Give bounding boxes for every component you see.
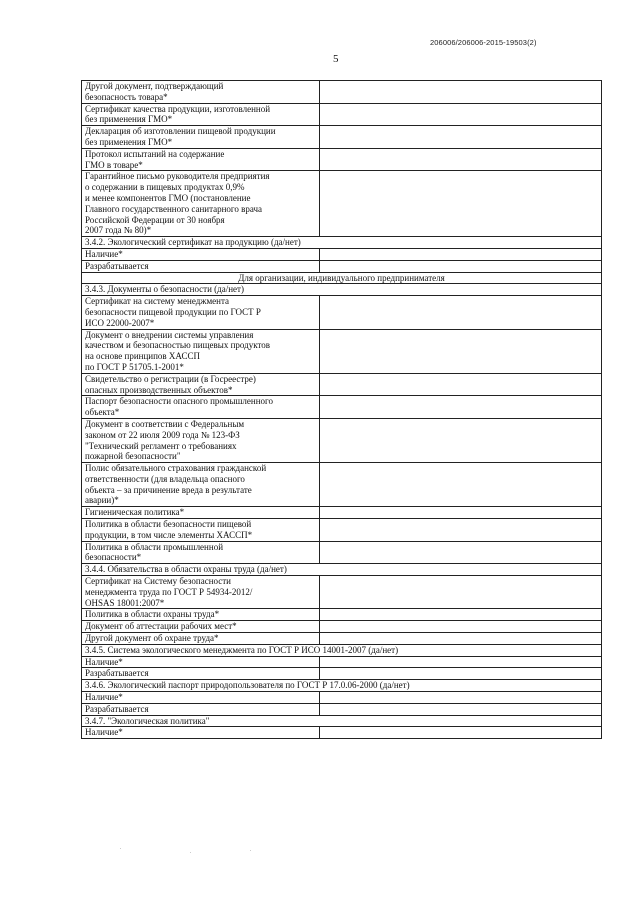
row-label: Сертификат качества продукции, изготовленной без применения ГМО* bbox=[82, 103, 320, 126]
table-row bbox=[82, 668, 602, 680]
row-label: Разрабатывается bbox=[82, 260, 320, 272]
row-answer-cell[interactable] bbox=[320, 81, 602, 104]
row-answer-cell[interactable] bbox=[320, 668, 602, 680]
row-label: Документ о внедрении системы управления качеством и безопасностью пищевых продуктов на основе принципов ХАССП по ГОСТ Р 51705.1-2001* bbox=[82, 329, 320, 373]
row-answer-cell[interactable] bbox=[320, 703, 602, 715]
row-label: Политика в области промышленной безопасности* bbox=[82, 541, 320, 564]
table-row bbox=[82, 541, 602, 564]
row-label: Разрабатывается bbox=[82, 668, 320, 680]
subheading-row-label: Для организации, индивидуального предпринимателя bbox=[82, 272, 602, 284]
row-answer-cell[interactable] bbox=[320, 541, 602, 564]
row-label: Документ в соответствии с Федеральным законом от 22 июля 2009 года № 123-ФЗ "Технический регламент о требованиях пожарной безопасности" bbox=[82, 418, 320, 462]
row-answer-cell[interactable] bbox=[320, 148, 602, 171]
row-label: Наличие* bbox=[82, 656, 320, 668]
row-answer-cell[interactable] bbox=[320, 609, 602, 621]
scan-speck bbox=[190, 852, 191, 853]
row-label: Политика в области безопасности пищевой продукции, в том числе элементы ХАССП* bbox=[82, 519, 320, 542]
table-row bbox=[82, 373, 602, 396]
row-label: Декларация об изготовлении пищевой продукции без применения ГМО* bbox=[82, 126, 320, 149]
table-row bbox=[82, 329, 602, 373]
section-heading: 3.4.6. Экологический паспорт природопользователя по ГОСТ Р 17.0.06-2000 (да/нет) bbox=[82, 680, 602, 692]
table-row bbox=[82, 609, 602, 621]
row-answer-cell[interactable] bbox=[320, 692, 602, 704]
row-answer-cell[interactable] bbox=[320, 396, 602, 419]
row-answer-cell[interactable] bbox=[320, 633, 602, 645]
table-row bbox=[82, 284, 602, 296]
row-label: Паспорт безопасности опасного промышленного объекта* bbox=[82, 396, 320, 419]
table-row bbox=[82, 656, 602, 668]
row-label: Другой документ об охране труда* bbox=[82, 633, 320, 645]
table-row bbox=[82, 715, 602, 727]
table-row bbox=[82, 418, 602, 462]
table-row bbox=[82, 237, 602, 249]
table-row bbox=[82, 564, 602, 576]
row-answer-cell[interactable] bbox=[320, 519, 602, 542]
row-answer-cell[interactable] bbox=[320, 656, 602, 668]
table-row bbox=[82, 692, 602, 704]
table-row bbox=[82, 248, 602, 260]
row-answer-cell[interactable] bbox=[320, 373, 602, 396]
table-row bbox=[82, 727, 602, 739]
row-answer-cell[interactable] bbox=[320, 329, 602, 373]
table-row bbox=[82, 519, 602, 542]
row-answer-cell[interactable] bbox=[320, 248, 602, 260]
row-label: Сертификат на Систему безопасности менеджмента труда по ГОСТ Р 54934-2012/ OHSAS 18001:2007* bbox=[82, 576, 320, 609]
table-row bbox=[82, 703, 602, 715]
row-answer-cell[interactable] bbox=[320, 260, 602, 272]
row-answer-cell[interactable] bbox=[320, 296, 602, 329]
table-row bbox=[82, 126, 602, 149]
table-row bbox=[82, 272, 602, 284]
row-answer-cell[interactable] bbox=[320, 576, 602, 609]
row-answer-cell[interactable] bbox=[320, 727, 602, 739]
scan-speck bbox=[250, 850, 251, 851]
table-row bbox=[82, 621, 602, 633]
row-label: Разрабатывается bbox=[82, 703, 320, 715]
row-answer-cell[interactable] bbox=[320, 463, 602, 507]
row-label: Полис обязательного страхования гражданской ответственности (для владельца опасного объекта – за причинение вреда в результате аварии)* bbox=[82, 463, 320, 507]
table-row bbox=[82, 171, 602, 237]
row-answer-cell[interactable] bbox=[320, 171, 602, 237]
table-row bbox=[82, 576, 602, 609]
table-row bbox=[82, 81, 602, 104]
row-label: Свидетельство о регистрации (в Госреестре) опасных производственных объектов* bbox=[82, 373, 320, 396]
table-row bbox=[82, 396, 602, 419]
row-answer-cell[interactable] bbox=[320, 621, 602, 633]
page-number: 5 bbox=[333, 53, 339, 65]
row-label: Протокол испытаний на содержание ГМО в товаре* bbox=[82, 148, 320, 171]
table-row bbox=[82, 103, 602, 126]
scan-speck bbox=[120, 848, 121, 849]
table-row bbox=[82, 633, 602, 645]
questionnaire-table bbox=[81, 80, 602, 739]
table-row bbox=[82, 260, 602, 272]
row-label: Гигиеническая политика* bbox=[82, 507, 320, 519]
row-label: Наличие* bbox=[82, 727, 320, 739]
row-answer-cell[interactable] bbox=[320, 103, 602, 126]
table-row bbox=[82, 507, 602, 519]
row-label: Документ об аттестации рабочих мест* bbox=[82, 621, 320, 633]
row-label: Сертификат на систему менеджмента безопасности пищевой продукции по ГОСТ Р ИСО 22000-2007* bbox=[82, 296, 320, 329]
row-answer-cell[interactable] bbox=[320, 418, 602, 462]
table-row bbox=[82, 296, 602, 329]
row-label: Гарантийное письмо руководителя предприятия о содержании в пищевых продуктах 0,9% и менее компонентов ГМО (постановление Главного государственного санитарного врача Российской Федерации от 30 ноября 2007 года № 80)* bbox=[82, 171, 320, 237]
section-heading: 3.4.3. Документы о безопасности (да/нет) bbox=[82, 284, 602, 296]
row-label: Наличие* bbox=[82, 248, 320, 260]
section-heading: 3.4.5. Система экологического менеджмента по ГОСТ Р ИСО 14001-2007 (да/нет) bbox=[82, 644, 602, 656]
table-row bbox=[82, 680, 602, 692]
table-row bbox=[82, 148, 602, 171]
table-row bbox=[82, 463, 602, 507]
section-heading: 3.4.4. Обязательства в области охраны труда (да/нет) bbox=[82, 564, 602, 576]
row-label: Наличие* bbox=[82, 692, 320, 704]
table-row bbox=[82, 644, 602, 656]
section-heading: 3.4.2. Экологический сертификат на продукцию (да/нет) bbox=[82, 237, 602, 249]
row-answer-cell[interactable] bbox=[320, 126, 602, 149]
row-label: Политика в области охраны труда* bbox=[82, 609, 320, 621]
section-heading: 3.4.7. "Экологическая политика" bbox=[82, 715, 602, 727]
row-label: Другой документ, подтверждающий безопасность товара* bbox=[82, 81, 320, 104]
questionnaire-table-body bbox=[82, 81, 602, 739]
row-answer-cell[interactable] bbox=[320, 507, 602, 519]
document-reference-number: 206006/206006-2015-19503(2) bbox=[430, 38, 537, 47]
